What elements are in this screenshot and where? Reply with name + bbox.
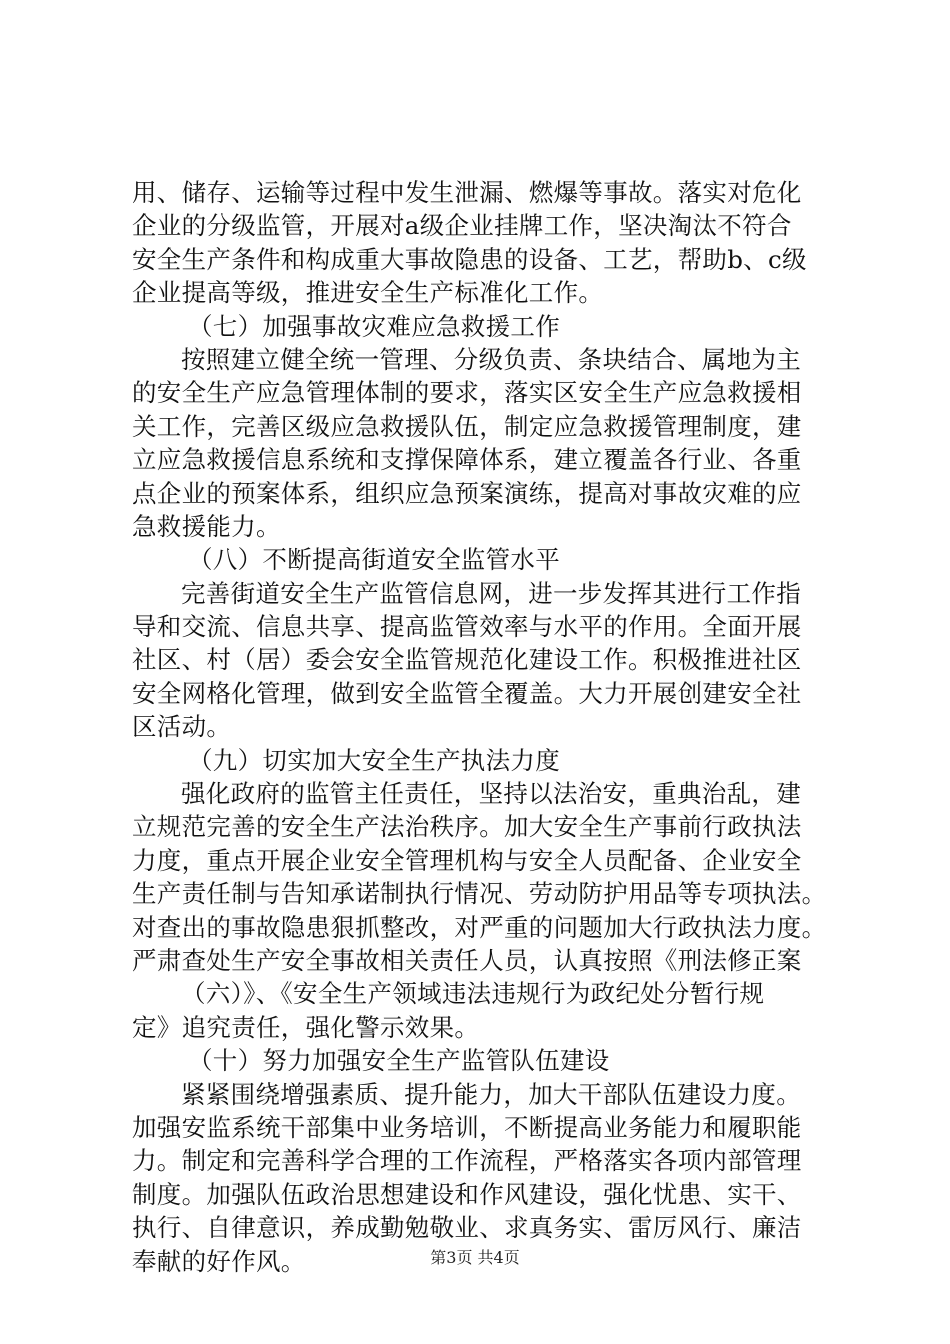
text-line: 企业的分级监管，开展对a级企业挂牌工作，坚决淘汰不符合 [132, 211, 792, 241]
text-line: 立应急救援信息系统和支撑保障体系，建立覆盖各行业、各重 [132, 445, 802, 475]
text-line: 力。制定和完善科学合理的工作流程，严格落实各项内部管理 [132, 1146, 802, 1176]
text-line: 安全生产条件和构成重大事故隐患的设备、工艺，帮助b、c级 [132, 244, 807, 274]
section-heading-8: （八）不断提高街道安全监管水平 [188, 545, 560, 575]
document-body [132, 176, 832, 1278]
section-heading-9: （九）切实加大安全生产执法力度 [188, 745, 560, 775]
text-line: （六）》、《安全生产领域违法违规行为政纪处分暂行规 [181, 979, 765, 1009]
text-line: 关工作，完善区级应急救援队伍，制定应急救援管理制度，建 [132, 411, 802, 441]
text-line: 执行、自律意识，养成勤勉敬业、求真务实、雷厉风行、廉洁 [132, 1213, 802, 1243]
text-line: 的安全生产应急管理体制的要求，落实区安全生产应急救援相 [132, 378, 802, 408]
text-line: 用、储存、运输等过程中发生泄漏、燃爆等事故。落实对危化 [132, 178, 802, 207]
text-line: 对查出的事故隐患狠抓整改，对严重的问题加大行政执法力度。 [132, 912, 827, 942]
text-line: 区活动。 [132, 712, 232, 742]
text-line: 完善街道安全生产监管信息网，进一步发挥其进行工作指 [181, 578, 801, 608]
section-heading-10: （十）努力加强安全生产监管队伍建设 [188, 1046, 610, 1076]
text-line: 点企业的预案体系，组织应急预案演练，提高对事故灾难的应 [132, 478, 802, 508]
text-line: 导和交流、信息共享、提高监管效率与水平的作用。全面开展 [132, 612, 802, 642]
text-line: 制度。加强队伍政治思想建设和作风建设，强化忧患、实干、 [132, 1179, 802, 1209]
text-line: 安全网格化管理，做到安全监管全覆盖。大力开展创建安全社 [132, 678, 802, 708]
text-line: 奉献的好作风。 [132, 1246, 306, 1276]
text-line: 紧紧围绕增强素质、提升能力，加大干部队伍建设力度。 [181, 1079, 801, 1109]
text-line: 严肃查处生产安全事故相关责任人员，认真按照《刑法修正案 [132, 945, 802, 975]
section-heading-7: （七）加强事故灾难应急救援工作 [188, 311, 560, 341]
text-line: 立规范完善的安全生产法治秩序。加大安全生产事前行政执法 [132, 812, 802, 842]
text-line: 定》追究责任，强化警示效果。 [132, 1012, 480, 1042]
text-line: 急救援能力。 [132, 511, 281, 541]
text-line: 生产责任制与告知承诺制执行情况、劳动防护用品等专项执法。 [132, 879, 827, 909]
text-line: 企业提高等级，推进安全生产标准化工作。 [132, 278, 604, 308]
text-line: 按照建立健全统一管理、分级负责、条块结合、属地为主 [181, 344, 801, 374]
text-line: 加强安监系统干部集中业务培训，不断提高业务能力和履职能 [132, 1112, 802, 1142]
text-line: 强化政府的监管主任责任，坚持以法治安，重典治乱，建 [181, 779, 801, 809]
page-number-footer: 第3页 共4页 [430, 1248, 520, 1267]
text-line: 社区、村（居）委会安全监管规范化建设工作。积极推进社区 [132, 645, 802, 675]
text-line: 力度，重点开展企业安全管理机构与安全人员配备、企业安全 [132, 845, 802, 875]
